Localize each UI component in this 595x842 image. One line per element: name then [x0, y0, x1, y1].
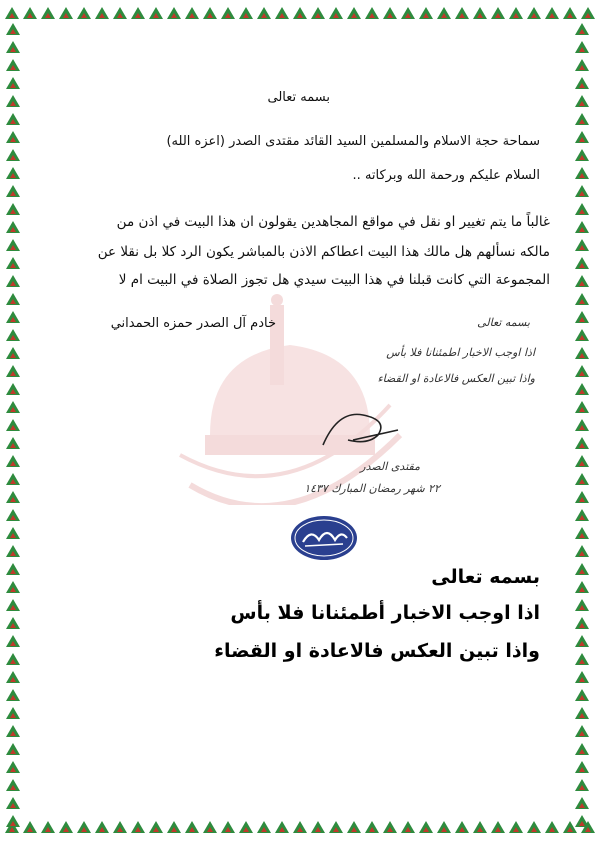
right-border	[569, 0, 595, 842]
border-motif	[575, 545, 589, 557]
border-motif	[575, 797, 589, 809]
border-motif	[6, 563, 20, 575]
border-motif	[527, 821, 541, 833]
letter-body-line-2: مالكه نسألهم هل مالك هذا البيت اعطاكم الاذن بالمباشر يكون الرد كلا بل نقلا عن	[97, 244, 550, 260]
border-motif	[419, 821, 433, 833]
handwritten-date: ٢٢ شهر رمضان المبارك ١٤٣٧	[304, 482, 440, 495]
border-motif	[239, 821, 253, 833]
letter-body-line-1: غالباً ما يتم تغيير او نقل في مواقع المجاهدين يقولون ان هذا البيت في اذن من	[116, 214, 550, 230]
border-motif	[575, 347, 589, 359]
border-motif	[6, 185, 20, 197]
border-motif	[575, 113, 589, 125]
border-motif	[6, 491, 20, 503]
handwritten-line-1: اذا اوجب الاخبار اطمئنانا فلا بأس	[386, 346, 535, 359]
border-motif	[575, 167, 589, 179]
border-motif	[575, 293, 589, 305]
border-motif	[575, 365, 589, 377]
border-motif	[6, 383, 20, 395]
border-motif	[575, 815, 589, 827]
border-motif	[575, 509, 589, 521]
border-motif	[6, 365, 20, 377]
border-motif	[575, 581, 589, 593]
border-motif	[6, 95, 20, 107]
border-motif	[575, 707, 589, 719]
border-motif	[575, 689, 589, 701]
border-motif	[77, 821, 91, 833]
border-motif	[6, 779, 20, 791]
border-motif	[575, 95, 589, 107]
border-motif	[6, 815, 20, 827]
handwritten-signature	[318, 405, 408, 455]
top-border	[0, 0, 595, 26]
bottom-border	[0, 816, 595, 842]
border-motif	[575, 311, 589, 323]
border-motif	[575, 59, 589, 71]
border-motif	[6, 149, 20, 161]
handwritten-line-2: واذا تبين العكس فالاعادة او القضاء	[377, 372, 535, 385]
border-motif	[293, 821, 307, 833]
transcription-line-2: واذا تبين العكس فالاعادة او القضاء	[214, 640, 540, 662]
border-motif	[257, 821, 271, 833]
border-motif	[545, 821, 559, 833]
border-motif	[473, 821, 487, 833]
border-motif	[6, 329, 20, 341]
handwritten-signer: مقتدى الصدر	[360, 460, 420, 473]
border-motif	[6, 257, 20, 269]
border-motif	[6, 797, 20, 809]
border-motif	[329, 821, 343, 833]
border-motif	[575, 401, 589, 413]
border-motif	[575, 527, 589, 539]
border-motif	[575, 185, 589, 197]
border-motif	[575, 41, 589, 53]
border-motif	[6, 761, 20, 773]
border-motif	[575, 473, 589, 485]
border-motif	[401, 821, 415, 833]
border-motif	[6, 671, 20, 683]
border-motif	[575, 221, 589, 233]
letter-addressee: سماحة حجة الاسلام والمسلمين السيد القائد مقتدى الصدر (اعزه الله)	[166, 134, 540, 149]
border-motif	[6, 347, 20, 359]
border-motif	[6, 725, 20, 737]
border-motif	[149, 821, 163, 833]
border-motif	[491, 821, 505, 833]
border-motif	[275, 821, 289, 833]
border-motif	[185, 821, 199, 833]
border-motif	[575, 779, 589, 791]
border-motif	[575, 149, 589, 161]
border-motif	[575, 617, 589, 629]
border-motif	[311, 821, 325, 833]
border-motif	[167, 821, 181, 833]
border-motif	[6, 419, 20, 431]
border-motif	[59, 821, 73, 833]
border-motif	[575, 383, 589, 395]
letter-heading: بسمه تعالى	[267, 90, 330, 105]
border-motif	[6, 113, 20, 125]
border-motif	[221, 821, 235, 833]
letter-greeting: السلام عليكم ورحمة الله وبركاته ..	[352, 168, 540, 183]
border-motif	[6, 275, 20, 287]
border-motif	[6, 473, 20, 485]
border-motif	[6, 77, 20, 89]
border-motif	[575, 743, 589, 755]
border-motif	[575, 23, 589, 35]
border-motif	[6, 311, 20, 323]
border-motif	[575, 257, 589, 269]
border-motif	[6, 509, 20, 521]
border-motif	[6, 455, 20, 467]
border-motif	[575, 491, 589, 503]
border-motif	[383, 821, 397, 833]
border-motif	[575, 131, 589, 143]
border-motif	[575, 671, 589, 683]
border-motif	[6, 23, 20, 35]
border-motif	[365, 821, 379, 833]
border-motif	[6, 599, 20, 611]
border-motif	[6, 635, 20, 647]
border-motif	[575, 563, 589, 575]
border-motif	[575, 77, 589, 89]
border-motif	[6, 743, 20, 755]
left-border	[0, 0, 26, 842]
letter-sender: خادم آل الصدر حمزه الحمداني	[110, 316, 276, 331]
border-motif	[575, 635, 589, 647]
border-motif	[575, 599, 589, 611]
border-motif	[6, 617, 20, 629]
official-seal-stamp	[289, 514, 359, 562]
border-motif	[6, 581, 20, 593]
border-motif	[575, 455, 589, 467]
border-motif	[575, 419, 589, 431]
border-motif	[575, 239, 589, 251]
transcription-line-1: اذا اوجب الاخبار أطمئنانا فلا بأس	[230, 602, 540, 624]
border-motif	[6, 527, 20, 539]
border-motif	[6, 689, 20, 701]
border-motif	[6, 221, 20, 233]
border-motif	[6, 203, 20, 215]
handwritten-heading: بسمه تعالى	[477, 316, 530, 329]
border-motif	[347, 821, 361, 833]
border-motif	[575, 725, 589, 737]
border-motif	[6, 437, 20, 449]
border-motif	[6, 167, 20, 179]
border-motif	[6, 653, 20, 665]
border-motif	[575, 203, 589, 215]
border-motif	[455, 821, 469, 833]
border-motif	[41, 821, 55, 833]
border-motif	[95, 821, 109, 833]
border-motif	[113, 821, 127, 833]
border-motif	[6, 131, 20, 143]
border-motif	[6, 59, 20, 71]
letter-body-line-3: المجموعة التي كانت قبلنا في هذا البيت سيدي هل تجوز الصلاة في البيت ام لا	[118, 272, 550, 288]
border-motif	[575, 653, 589, 665]
border-motif	[437, 821, 451, 833]
border-motif	[203, 821, 217, 833]
border-motif	[6, 401, 20, 413]
border-motif	[6, 41, 20, 53]
border-motif	[6, 707, 20, 719]
border-motif	[575, 761, 589, 773]
border-motif	[6, 239, 20, 251]
border-motif	[575, 437, 589, 449]
border-motif	[6, 545, 20, 557]
border-motif	[509, 821, 523, 833]
border-motif	[6, 293, 20, 305]
border-motif	[131, 821, 145, 833]
transcription-heading: بسمه تعالى	[431, 566, 540, 588]
border-motif	[575, 275, 589, 287]
border-motif	[575, 329, 589, 341]
